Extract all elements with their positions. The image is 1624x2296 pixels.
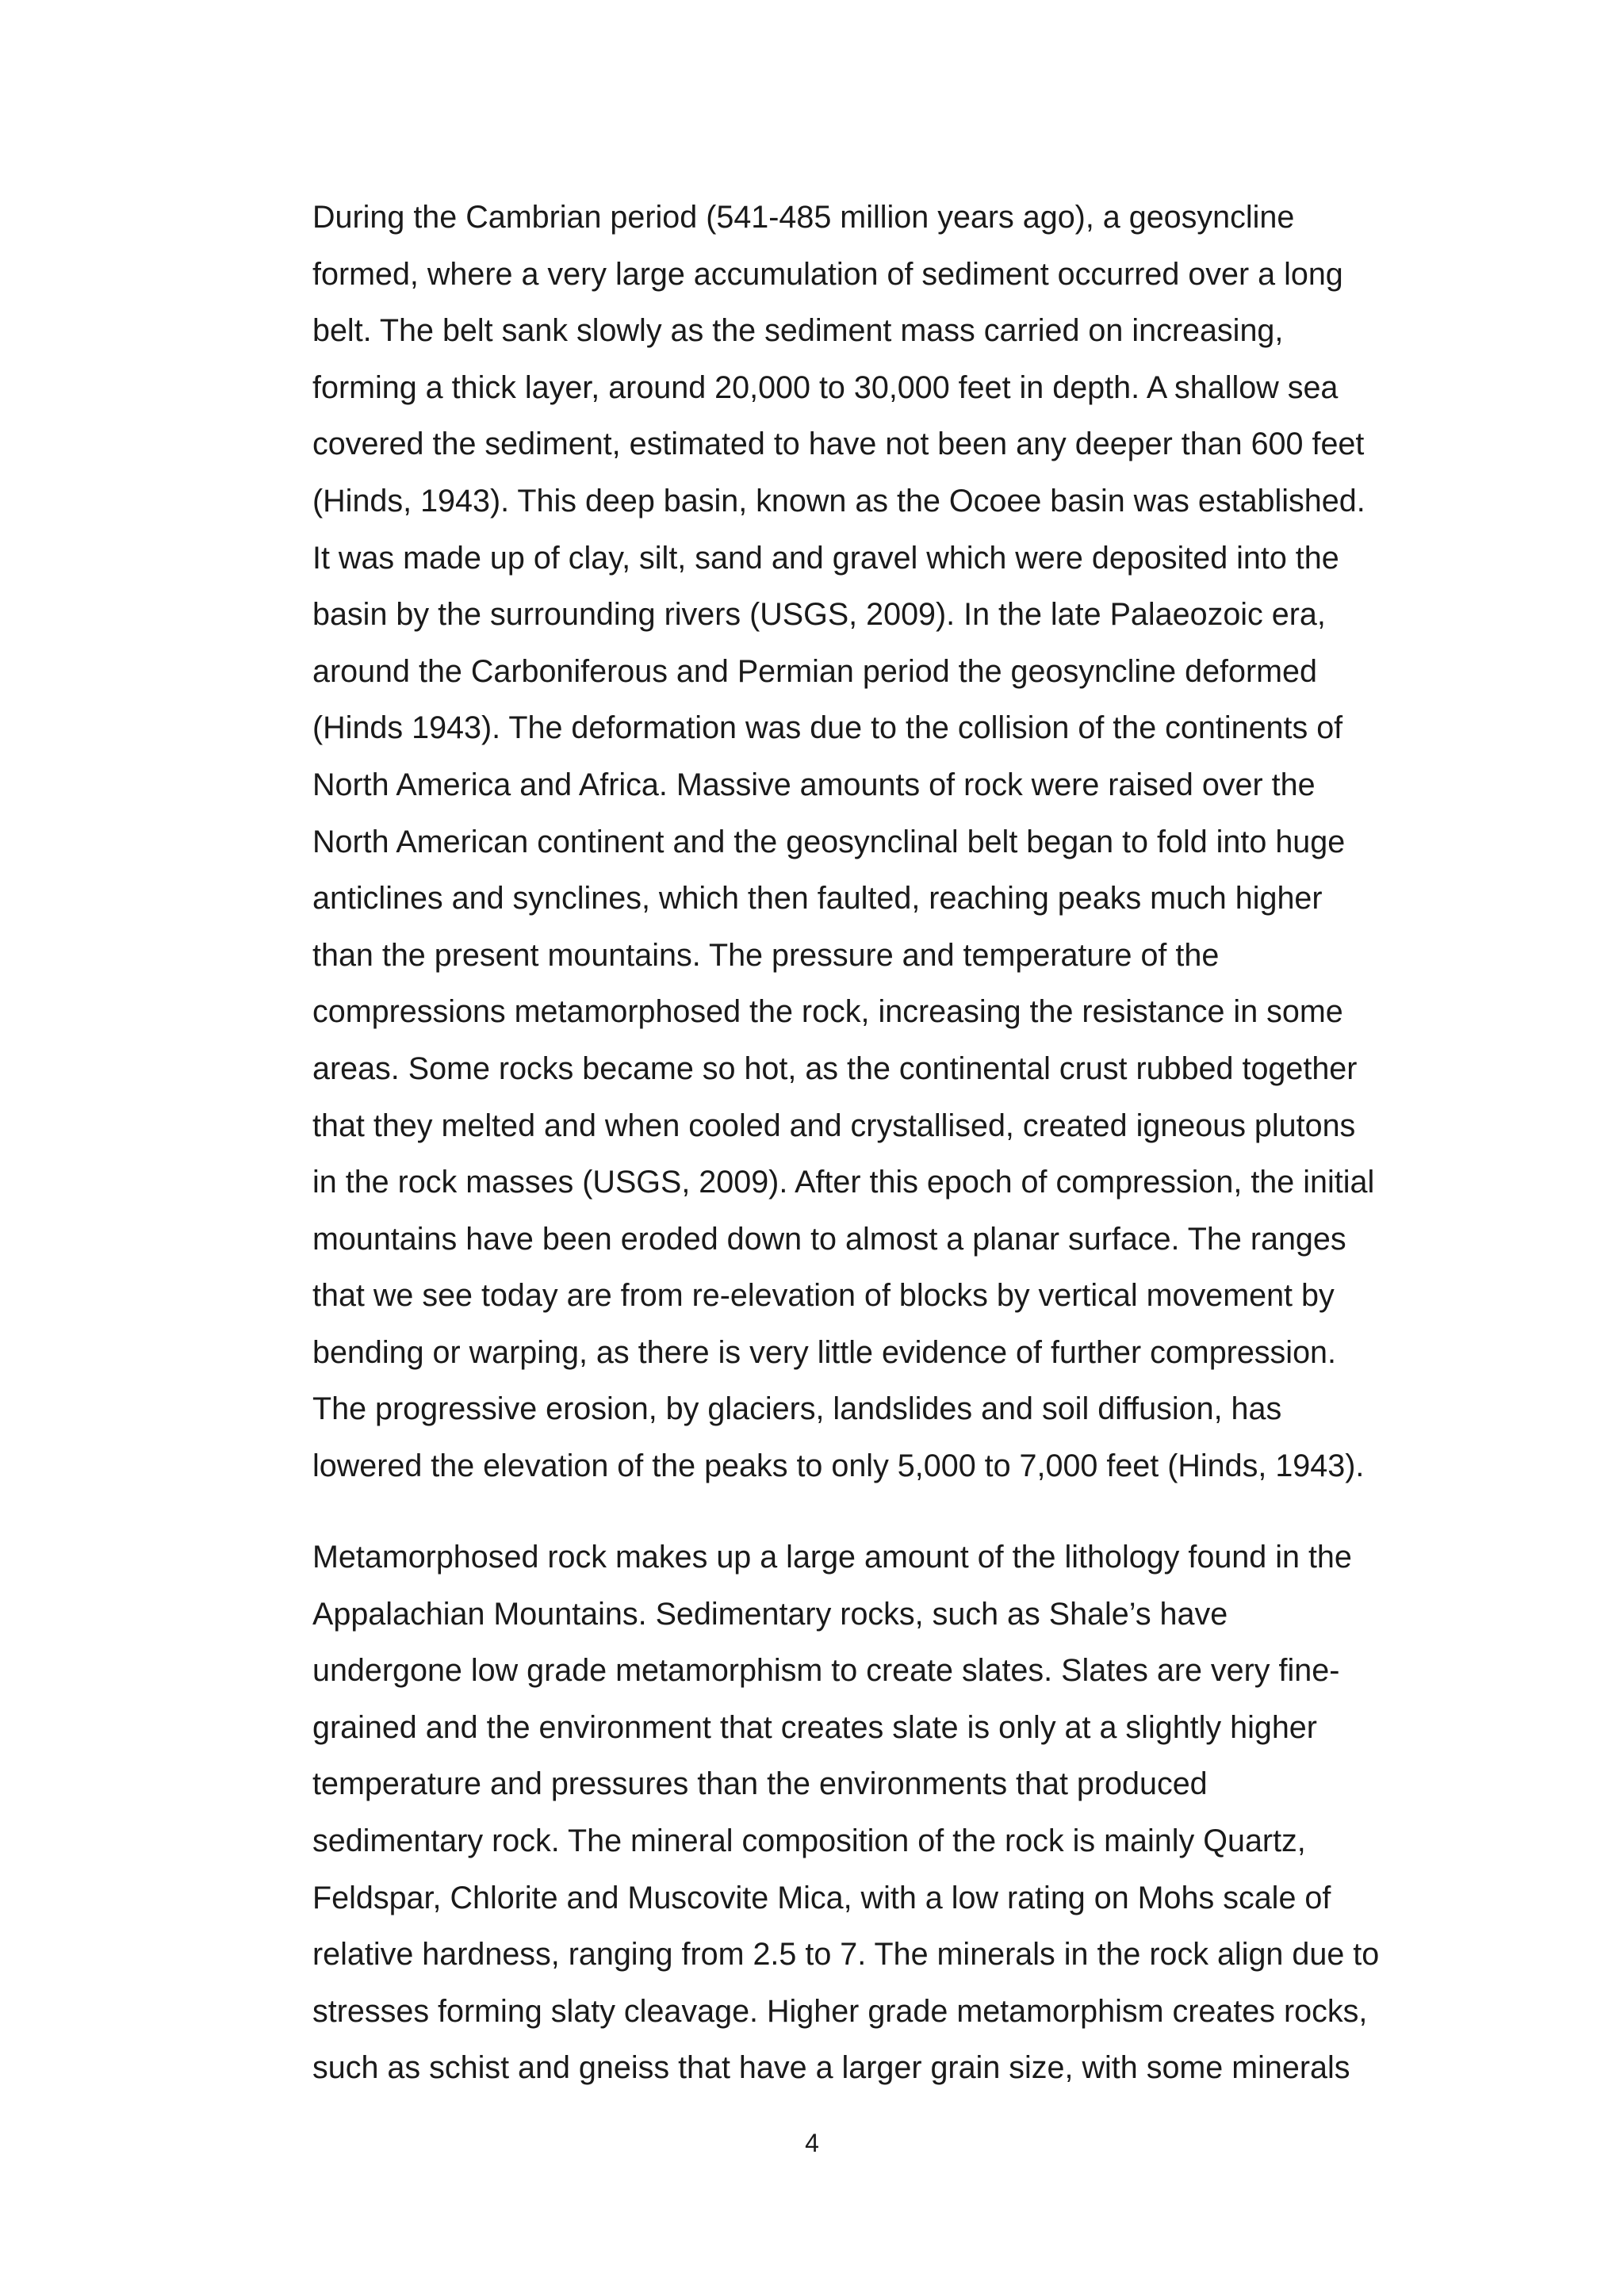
text-line: It was made up of clay, silt, sand and gravel which were deposited into the — [312, 540, 1339, 576]
text-line: formed, where a very large accumulation of sediment occurred over a long — [312, 256, 1343, 292]
text-line: basin by the surrounding rivers (USGS, 2009). In the late Palaeozoic era, — [312, 597, 1326, 633]
text-line: lowered the elevation of the peaks to only 5,000 to 7,000 feet (Hinds, 1943). — [312, 1448, 1365, 1484]
text-line: sedimentary rock. The mineral composition of the rock is mainly Quartz, — [312, 1823, 1306, 1858]
text-line: Feldspar, Chlorite and Muscovite Mica, with a low rating on Mohs scale of — [312, 1880, 1331, 1915]
text-line: mountains have been eroded down to almost a planar surface. The ranges — [312, 1221, 1346, 1257]
text-line: in the rock masses (USGS, 2009). After this epoch of compression, the initial — [312, 1165, 1375, 1200]
page-number: 4 — [805, 2129, 819, 2157]
text-line: belt. The belt sank slowly as the sediment mass carried on increasing, — [312, 313, 1284, 349]
body-paragraph — [312, 1529, 1448, 2097]
text-line: (Hinds 1943). The deformation was due to the collision of the continents of — [312, 710, 1343, 746]
text-line: Metamorphosed rock makes up a large amount of the lithology found in the — [312, 1540, 1352, 1575]
text-line: undergone low grade metamorphism to create slates. Slates are very fine- — [312, 1653, 1340, 1689]
text-line: temperature and pressures than the environments that produced — [312, 1766, 1208, 1802]
body-paragraph — [312, 189, 1448, 1495]
paragraph-1 — [312, 189, 1448, 1495]
text-line: than the present mountains. The pressure and temperature of the — [312, 937, 1220, 973]
text-line: (Hinds, 1943). This deep basin, known as the Ocoee basin was established. — [312, 483, 1365, 519]
text-line: that they melted and when cooled and crystallised, created igneous plutons — [312, 1108, 1356, 1143]
text-line: forming a thick layer, around 20,000 to 30,000 feet in depth. A shallow sea — [312, 369, 1339, 405]
text-line: Appalachian Mountains. Sedimentary rocks, such as Shale’s have — [312, 1596, 1228, 1632]
text-line: relative hardness, ranging from 2.5 to 7. The minerals in the rock align due to — [312, 1937, 1380, 1973]
text-line: that we see today are from re-elevation of blocks by vertical movement by — [312, 1278, 1335, 1314]
text-line: bending or warping, as there is very little evidence of further compression. — [312, 1334, 1336, 1370]
text-line: North American continent and the geosynclinal belt began to fold into huge — [312, 824, 1346, 859]
text-line: compressions metamorphosed the rock, increasing the resistance in some — [312, 994, 1343, 1030]
text-line: areas. Some rocks became so hot, as the continental crust rubbed together — [312, 1050, 1358, 1086]
text-line: around the Carboniferous and Permian period the geosyncline deformed — [312, 653, 1317, 689]
text-line: anticlines and synclines, which then faulted, reaching peaks much higher — [312, 881, 1323, 916]
text-line: such as schist and gneiss that have a larger grain size, with some minerals — [312, 2050, 1350, 2086]
text-line: covered the sediment, estimated to have not been any deeper than 600 feet — [312, 427, 1365, 462]
text-line: stresses forming slaty cleavage. Higher grade metamorphism creates rocks, — [312, 1993, 1368, 2029]
text-line: During the Cambrian period (541-485 million years ago), a geosyncline — [312, 200, 1295, 235]
paragraph-2 — [312, 1529, 1448, 2097]
text-line: The progressive erosion, by glaciers, landslides and soil diffusion, has — [312, 1391, 1282, 1427]
text-line: grained and the environment that creates slate is only at a slightly higher — [312, 1709, 1317, 1745]
text-line: North America and Africa. Massive amounts of rock were raised over the — [312, 767, 1316, 802]
